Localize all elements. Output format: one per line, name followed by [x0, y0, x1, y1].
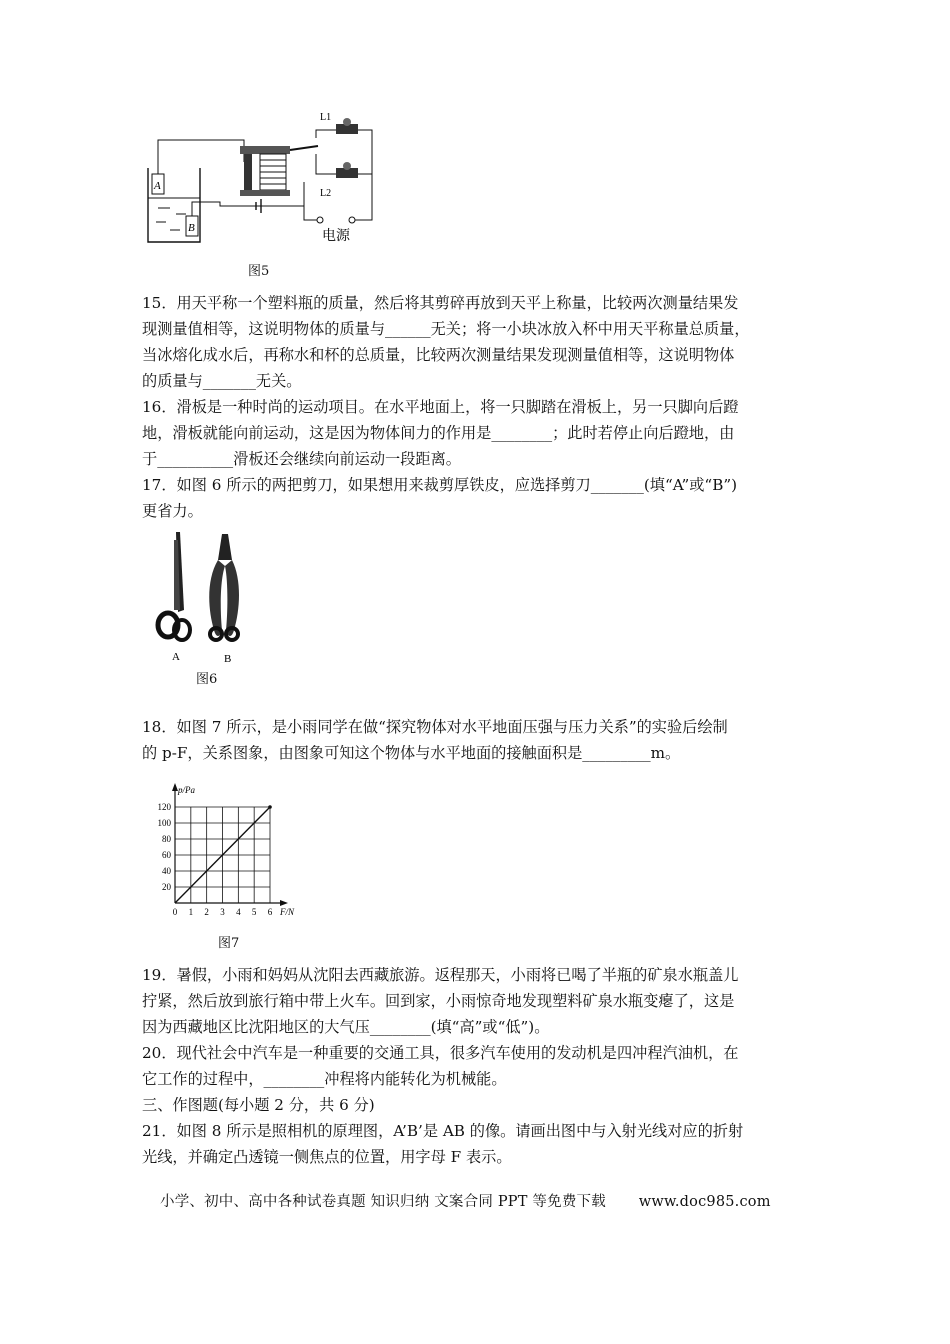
question-19-line: 因为西藏地区比沈阳地区的大气压________(填“高”或“低”)。 — [142, 1018, 550, 1036]
question-21-line: 21．如图 8 所示是照相机的原理图，A’B’是 AB 的像。请画出图中与入射光线对应的折射 — [142, 1122, 744, 1140]
question-16-line: 于__________滑板还会继续向前运动一段距离。 — [142, 450, 461, 468]
question-15-line: 的质量与_______无关。 — [142, 372, 302, 390]
x-tick-label: 5 — [251, 907, 257, 917]
question-20 — [142, 1040, 812, 1092]
question-19-line: 19．暑假，小雨和妈妈从沈阳去西藏旅游。返程那天，小雨将已喝了半瓶的矿泉水瓶盖儿 — [142, 966, 739, 984]
y-tick-label: 40 — [162, 866, 171, 876]
question-17-line: 更省力。 — [142, 502, 203, 520]
lamp-l1-label: L1 — [320, 112, 332, 123]
figure-7-caption: 图7 — [218, 936, 240, 951]
question-15 — [142, 290, 812, 394]
section-3-title: 三、作图题(每小题 2 分，共 6 分) — [142, 1096, 375, 1114]
figure-6-scissors — [150, 530, 250, 665]
question-18 — [142, 714, 812, 766]
x-tick-label: 0 — [172, 907, 178, 917]
x-tick-label: 1 — [188, 907, 194, 917]
question-15-line: 当冰熔化成水后，再称水和杯的总质量，比较两次测量结果发现测量值相等，这说明物体 — [142, 346, 735, 364]
question-15-line: 现测量值相等，这说明物体的质量与______无关；将一小块冰放入杯中用天平称量总质量， — [142, 320, 750, 338]
question-20-line: 它工作的过程中，________冲程将内能转化为机械能。 — [142, 1070, 507, 1088]
footer-link[interactable]: www.doc985.com — [638, 1194, 771, 1210]
section-3 — [142, 1092, 812, 1118]
question-20-line: 20．现代社会中汽车是一种重要的交通工具，很多汽车使用的发动机是四冲程汽油机，在 — [142, 1044, 739, 1062]
y-tick-label: 80 — [162, 834, 171, 844]
x-tick-label: 4 — [236, 907, 241, 917]
question-19-line: 拧紧，然后放到旅行箱中带上火车。回到家，小雨惊奇地发现塑料矿泉水瓶变瘪了，这是 — [142, 992, 735, 1010]
y-axis-label: p/Pa — [178, 785, 195, 795]
x-axis-label: F/N — [280, 907, 295, 917]
question-16-line: 地，滑板就能向前运动，这是因为物体间力的作用是________；此时若停止向后蹬地，由 — [142, 424, 735, 442]
electrode-a-label: A — [154, 180, 161, 192]
figure-7-chart — [145, 770, 320, 920]
electrode-b-label: B — [188, 222, 195, 234]
data-point — [268, 805, 272, 809]
question-21-line: 光线，并确定凸透镜一侧焦点的位置，用字母 F 表示。 — [142, 1148, 512, 1166]
lamp-l2-label: L2 — [320, 188, 332, 199]
question-17 — [142, 472, 812, 524]
scissors-b-icon — [209, 534, 239, 640]
question-21 — [142, 1118, 812, 1170]
question-16-line: 16．滑板是一种时尚的运动项目。在水平地面上，将一只脚踏在滑板上，另一只脚向后蹬 — [142, 398, 739, 416]
y-tick-label: 100 — [157, 818, 171, 828]
scissors-a-icon — [158, 532, 190, 640]
question-19 — [142, 962, 812, 1040]
question-15-line: 15．用天平称一个塑料瓶的质量，然后将其剪碎再放到天平上称量，比较两次测量结果发 — [142, 294, 739, 312]
x-tick-label: 3 — [220, 907, 225, 917]
question-16 — [142, 394, 812, 472]
figure-5-circuit — [140, 110, 380, 250]
footer-left-text: 小学、初中、高中各种试卷真题 知识归纳 文案合同 PPT 等免费下载 — [160, 1194, 606, 1210]
x-axis-arrow — [280, 900, 288, 906]
y-tick-label: 20 — [162, 882, 171, 892]
scissors-b-label: B — [224, 653, 232, 665]
y-tick-label: 120 — [157, 802, 171, 812]
power-source-label: 电源 — [322, 228, 350, 244]
scissors-a-label: A — [172, 651, 180, 663]
question-18-line: 18．如图 7 所示，是小雨同学在做“探究物体对水平地面压强与压力关系”的实验后绘制 — [142, 718, 728, 736]
page-footer — [160, 1190, 779, 1211]
figure-6-caption: 图6 — [196, 672, 218, 687]
question-18-line: 的 p-F，关系图象，由图象可知这个物体与水平地面的接触面积是_________m。 — [142, 744, 681, 762]
question-17-line: 17．如图 6 所示的两把剪刀，如果想用来裁剪厚铁皮，应选择剪刀_______(填“A”或“B”) — [142, 476, 738, 494]
x-tick-label: 2 — [204, 907, 209, 917]
figure-5-caption: 图5 — [248, 264, 270, 279]
y-tick-label: 60 — [162, 850, 171, 860]
x-tick-label: 6 — [267, 907, 273, 917]
